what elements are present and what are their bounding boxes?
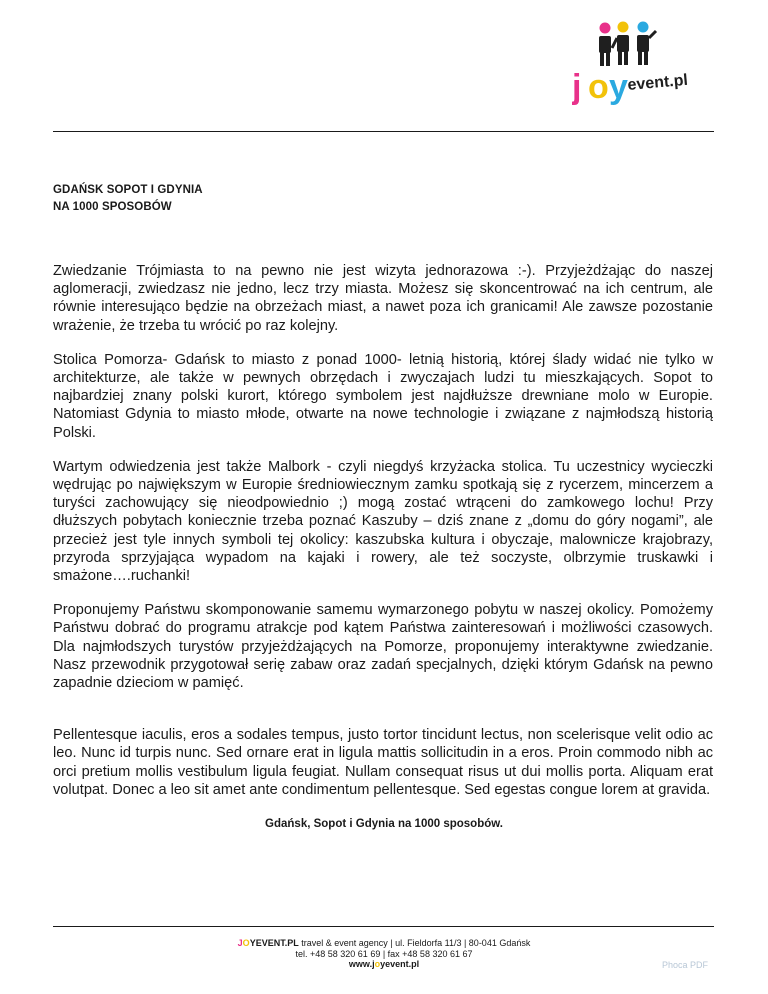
phoca-pdf-watermark: Phoca PDF <box>662 960 709 970</box>
header-divider <box>53 131 714 132</box>
svg-text:y: y <box>609 68 628 106</box>
document-caption: Gdańsk, Sopot i Gdynia na 1000 sposobów. <box>265 818 503 830</box>
footer-website-link[interactable] <box>0 959 768 970</box>
footer <box>0 938 768 970</box>
heading-line-2: NA 1000 SPOSOBÓW <box>53 201 172 213</box>
paragraph: Stolica Pomorza- Gdańsk to miasto z ponad 1000- letnią historią, której ślady widać nie tylko w architekturze, ale także w pewnych obrzędach i zwyczajach ludzi tu mieszkających. Sopot to najbardziej znany polski kurort, którego symbolem jest najdłuższe drewniane molo w Europie. Natomiast Gdynia to miasto młode, otwarte na nowe technologie i związane z najmłodszą historią Polski. <box>53 351 713 441</box>
paragraph: Proponujemy Państwu skomponowanie samemu wymarzonego pobytu w naszej okolicy. Pomożemy Państwu dobrać do programu atrakcje pod kątem Państwa zainteresowań i możliwości czasowych. Dla najmłodszych turystów przyjeżdżających na Pomorze, proponujemy interaktywne zwiedzanie. Nasz przewodnik przygotował serię zabaw oraz zadań specjalnych, dzięki którym Gdańsk na pewno zapadnie dzieciom w pamięć. <box>53 602 713 692</box>
svg-text:o: o <box>588 68 609 106</box>
svg-text:event.pl: event.pl <box>626 71 689 94</box>
people-logo-icon <box>572 18 702 118</box>
footer-url-pre: www.j <box>348 959 375 969</box>
footer-brand-o: O <box>242 938 250 948</box>
footer-url-post: yevent.pl <box>380 959 420 969</box>
footer-line-1 <box>0 938 768 949</box>
footer-brand-j: J <box>237 938 243 948</box>
heading-line-1: GDAŃSK SOPOT I GDYNIA <box>53 184 203 196</box>
document-body <box>53 262 713 815</box>
footer-divider <box>53 926 714 927</box>
footer-line-2: tel. +48 58 320 61 69 | fax +48 58 320 61 67 <box>295 948 473 959</box>
footer-address: travel & event agency | ul. Fieldorfa 11/3 | 80-041 Gdańsk <box>298 938 531 948</box>
svg-text:j: j <box>572 68 582 106</box>
joyevent-logo <box>572 18 702 118</box>
paragraph: Wartym odwiedzenia jest także Malbork - czyli niegdyś krzyżacka stolica. Tu uczestnicy wycieczki wędrując po największym w Europie średniowiecznym zamku spotkają się z rycerzem, mincerzem a turyści zachowujący się nieodpowiednio ;) mogą zostać wtrąceni do zamkowego lochu! Przy dłuższych pobytach koniecznie trzeba poznać Kaszuby – dziś znane z „domu do góry nogami”, ale przecież jest tyle innych symboli tej okolicy: kaszubska kultura i obyczaje, malownicze krajobrazy, przyroda sprzyjająca wypadom na kajaki i rowery, ale też soczyste, olbrzymie truskawki i smażone….ruchanki! <box>53 458 713 585</box>
paragraph: Zwiedzanie Trójmiasta to na pewno nie jest wizyta jednorazowa :-). Przyjeżdżając do naszej aglomeracji, zwiedzasz nie jedno, lecz trzy miasta. Możesz się skoncentrować na ich centrum, ale równie interesująco będzie na obrzeżach miast, a nawet poza ich granicami! Ale zawsze pozostanie wrażenie, że trzeba tu wrócić po raz kolejny. <box>53 263 713 334</box>
document-heading <box>53 182 203 216</box>
footer-url-o: o <box>374 959 381 969</box>
paragraph: Pellentesque iaculis, eros a sodales tempus, justo tortor tincidunt lectus, non scelerisque velit odio ac leo. Nunc id turpis nunc. Sed ornare erat in ligula mattis sollicitudin in a eros. Proin commodo nibh ac orci pretium mollis vestibulum ligula feugiat. Nullam consequat risus ut dui mollis porta. Aliquam erat volutpat. Donec a leo sit amet ante condimentum pellentesque. Sed egestas congue lorem at gravida. <box>53 727 713 798</box>
footer-brand-rest: YEVENT.PL <box>249 938 299 948</box>
